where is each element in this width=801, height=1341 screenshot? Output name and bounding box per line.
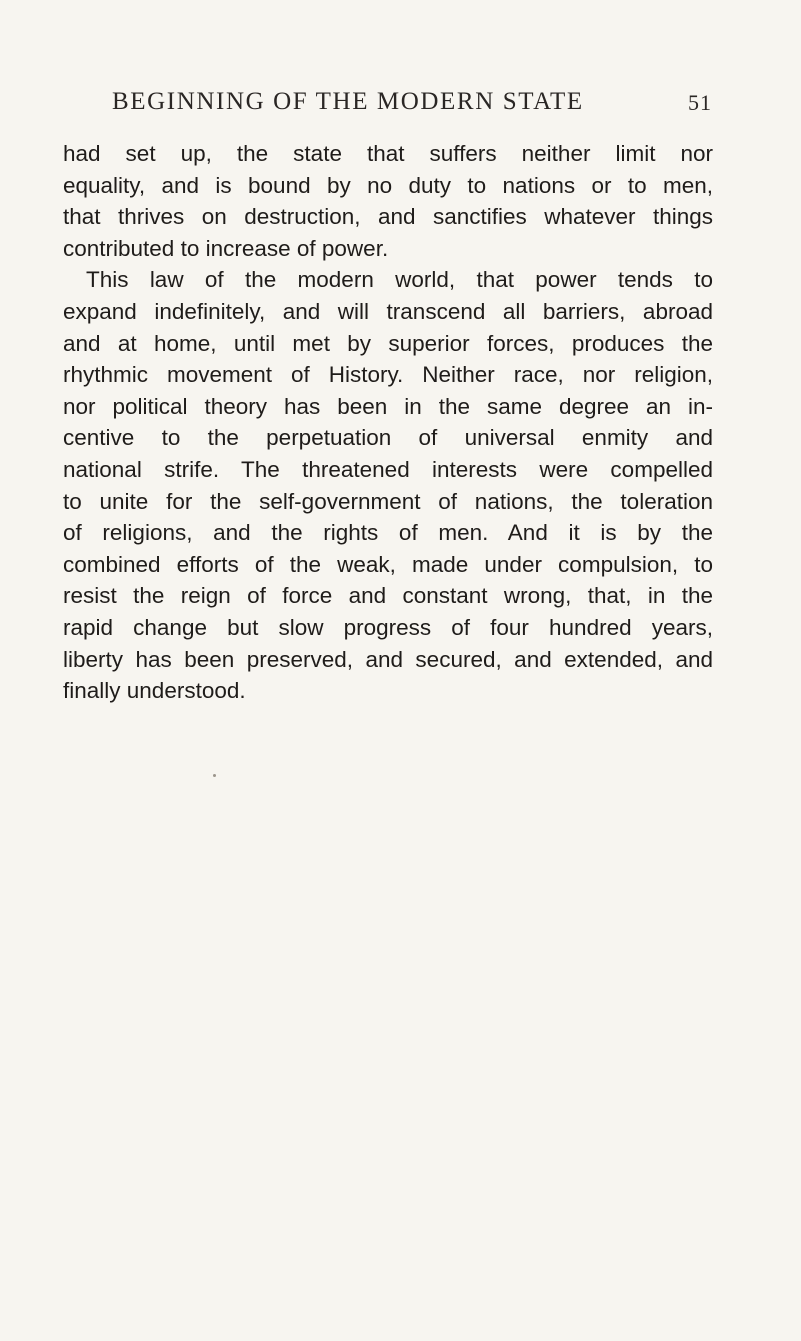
running-title: BEGINNING OF THE MODERN STATE xyxy=(112,88,584,115)
text-line-paragraph-start: This law of the modern world, that power tends to xyxy=(86,267,713,293)
body-text xyxy=(63,138,713,707)
text-line: had set up, the state that suffers neither limit nor xyxy=(63,141,713,166)
text-line: to unite for the self-government of nations, the toleration xyxy=(63,488,713,514)
text-line: rhythmic movement of History. Neither race, nor religion, xyxy=(63,362,713,388)
running-head xyxy=(112,88,712,122)
text-line: equality, and is bound by no duty to nations or to men, xyxy=(63,172,713,198)
text-line: liberty has been preserved, and secured, and extended, and xyxy=(63,646,713,672)
text-line: resist the reign of force and constant wrong, that, in the xyxy=(63,583,713,609)
page-number: 51 xyxy=(688,90,712,115)
text-line: of religions, and the rights of men. And it is by the xyxy=(63,520,713,546)
paper-speck xyxy=(213,774,216,777)
text-line: that thrives on destruction, and sanctifies whatever things xyxy=(63,204,713,230)
text-line: national strife. The threatened interests were compelled xyxy=(63,456,713,482)
text-line: combined efforts of the weak, made under compulsion, to xyxy=(63,551,713,577)
text-line-paragraph-end: finally understood. xyxy=(63,678,246,704)
text-line: rapid change but slow progress of four hundred years, xyxy=(63,614,713,640)
text-line: centive to the perpetuation of universal enmity and xyxy=(63,425,713,451)
text-line: expand indefinitely, and will transcend all barriers, abroad xyxy=(63,298,713,324)
text-line: and at home, until met by superior forces, produces the xyxy=(63,330,713,356)
text-line: nor political theory has been in the same degree an in- xyxy=(63,393,713,419)
text-line-paragraph-end: contributed to increase of power. xyxy=(63,235,389,261)
